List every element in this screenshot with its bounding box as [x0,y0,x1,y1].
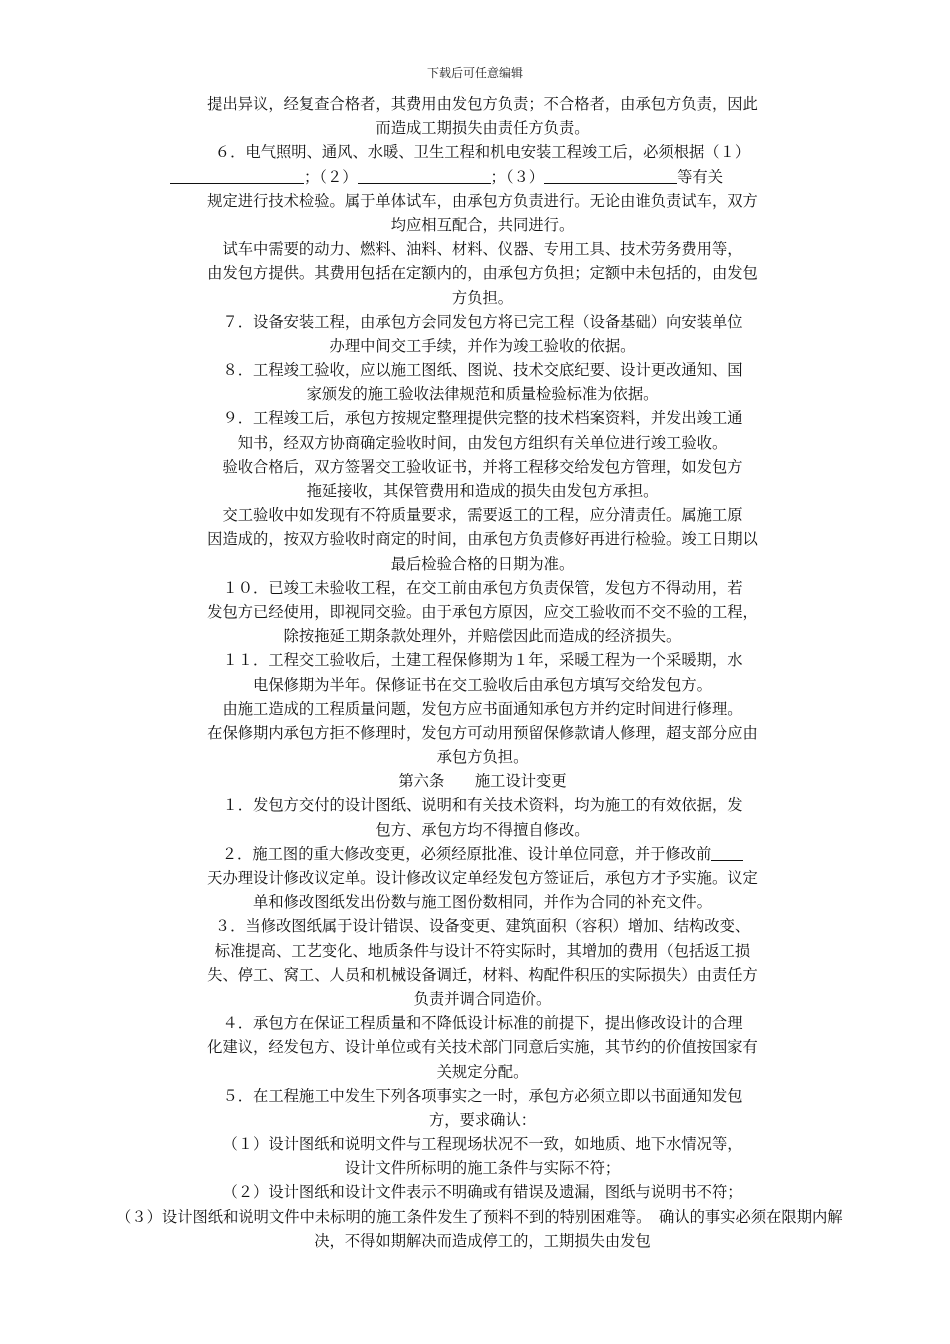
text-line: ６．电气照明、通风、水暖、卫生工程和机电安装工程竣工后，必须根据（１） [214,143,751,162]
text-line: （１）设计图纸和说明文件与工程现场状况不一致，如地质、地下水情况等， [222,1135,743,1154]
text-line: 承包方负担。 [436,748,529,767]
text-line: ８．工程竣工验收，应以施工图纸、图说、技术交底纪要、设计更改通知、国 [222,361,743,380]
text-line: 由施工造成的工程质量问题，发包方应书面通知承包方并约定时间进行修理。 [222,699,743,718]
text-line: 均应相互配合，共同进行。 [390,215,575,234]
document-body [116,92,843,1253]
text-line: 由发包方提供。其费用包括在定额内的，由承包方负担；定额中未包括的，由发包 [207,264,758,283]
page-header: 下载后可任意编辑 [426,66,523,80]
section-heading: 第六条 施工设计变更 [398,772,567,791]
text-line: 包方、承包方均不得擅自修改。 [375,820,590,839]
text-line: １０．已竣工未验收工程，在交工前由承包方负责保管，发包方不得动用，若 [222,578,743,597]
blank-field [544,169,677,184]
text-line: 负责并调合同造价。 [413,989,552,1008]
text-line: 交工验收中如发现有不符质量要求，需要返工的工程，应分清责任。属施工原 [222,506,743,525]
text-line: 拖延接收，其保管费用和造成的损失由发包方承担。 [306,482,659,500]
text-line: 标准提高、工艺变化、地质条件与设计不符实际时，其增加的费用（包括返工损 [214,941,751,960]
text-line: ７．设备安装工程，由承包方会同发包方将已完工程（设备基础）向安装单位 [222,312,743,331]
text-fragment: ；（３） [490,167,545,186]
text-line: ３．当修改图纸属于设计错误、设备变更、建筑面积（容积）增加、结构改变、 [214,917,751,936]
text-line: 单和修改图纸发出份数与施工图份数相同，并作为合同的补充文件。 [253,893,712,912]
text-line: 化建议，经发包方、设计单位或有关技术部门同意后实施，其节约的价值按国家有 [207,1038,758,1057]
text-line: 失、停工、窝工、人员和机械设备调迁，材料、构配件积压的实际损失）由责任方 [207,965,758,984]
text-line: ４．承包方在保证工程质量和不降低设计标准的前提下，提出修改设计的合理 [222,1014,743,1033]
text-line: １１．工程交工验收后，土建工程保修期为１年，采暖工程为一个采暖期，水 [222,651,743,670]
text-line: 关规定分配。 [436,1062,529,1081]
text-fragment: ；（２） [304,167,358,186]
text-line: （２）设计图纸和设计文件表示不明确或有错误及遗漏，图纸与说明书不符； [222,1183,743,1202]
text-line: 提出异议，经复查合格者，其费用由发包方负责；不合格者，由承包方负责，因此 [207,95,758,113]
fill-in-line [170,165,795,189]
text-line: 在保修期内承包方拒不修理时，发包方可动用预留保修款请人修理，超支部分应由 [207,723,758,742]
text-line: ９．工程竣工后，承包方按规定整理提供完整的技术档案资料，并发出竣工通 [222,409,743,428]
text-line: 验收合格后，双方签署交工验收证书，并将工程移交给发包方管理，如发包方 [222,457,743,476]
text-fragment: ２．施工图的重大修改变更，必须经原批准、设计单位同意，并于修改前 [221,844,712,863]
text-line: 家颁发的施工验收法律规范和质量检验标准为依据。 [306,385,659,404]
text-line: 除按拖延工期条款处理外，并赔偿因此而造成的经济损失。 [283,627,682,646]
text-line: 而造成工期损失由责任方负责。 [375,119,590,138]
text-line: １．发包方交付的设计图纸、说明和有关技术资料，均为施工的有效依据，发 [222,796,743,815]
text-line: 设计文件所标明的施工条件与实际不符； [344,1159,621,1178]
text-line: 知书，经双方协商确定验收时间，由发包方组织有关单位进行竣工验收。 [237,433,728,452]
text-line: ５．在工程施工中发生下列各项事实之一时，承包方必须立即以书面通知发包 [222,1086,743,1105]
text-line: 电保修期为半年。保修证书在交工验收后由承包方填写交给发包方。 [253,675,712,694]
text-line: 办理中间交工手续，并作为竣工验收的依据。 [329,336,636,355]
text-line: 试车中需要的动力、燃料、油料、材料、仪器、专用工具、技术劳务费用等， [222,240,743,259]
text-line: 方负担。 [451,288,514,307]
fill-in-line [170,842,795,866]
blank-field [358,169,491,184]
text-fragment: 等有关 [677,167,723,186]
blank-field [711,846,743,861]
text-line: 规定进行技术检验。属于单体试车，由承包方负责进行。无论由谁负责试车，双方 [207,191,758,210]
blank-field [170,169,304,184]
text-line: 方，要求确认： [428,1110,537,1129]
text-line: （３）设计图纸和说明文件中未标明的施工条件发生了预料不到的特别困难等。 确认的事实必须在限期内解 [116,1207,843,1226]
text-line: 因造成的，按双方验收时商定的时间，由承包方负责修好再进行检验。竣工日期以 [207,530,758,549]
text-line: 决，不得如期解决而造成停工的，工期损失由发包 [314,1231,651,1250]
text-line: 天办理设计修改议定单。设计修改议定单经发包方签证后，承包方才予实施。议定 [207,869,758,887]
text-line: 发包方已经使用，即视同交验。由于承包方原因，应交工验收而不交不验的工程， [207,602,758,621]
text-line: 最后检验合格的日期为准。 [390,554,575,573]
